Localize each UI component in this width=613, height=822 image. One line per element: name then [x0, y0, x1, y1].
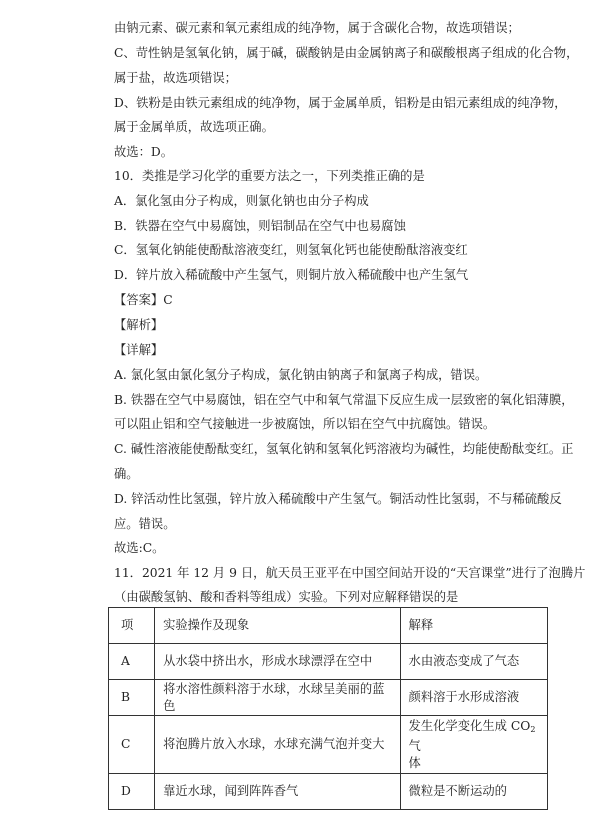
co2-subscript: 2 — [530, 724, 536, 734]
row-d-operation: 靠近水球，闻到阵阵香气 — [155, 774, 400, 810]
q10-explain-d-line1: D. 锌活动性比氢强，锌片放入稀硫酸中产生氢气。铜活动性比氢弱，不与稀硫酸反 — [114, 492, 562, 506]
q11-stem-line1: 11．2021 年 12 月 9 日，航天员王亚平在中国空间站开设的“天宫课堂”进行了泡腾片 — [114, 566, 586, 580]
q10-explain-c-line2: 确。 — [114, 467, 139, 481]
q10-conclusion: 故选:C。 — [114, 541, 165, 555]
row-c-operation: 将泡腾片放入水球，水球充满气泡并变大 — [155, 716, 400, 774]
table-header-row — [109, 608, 548, 644]
q10-option-a: A．氯化氢由分子构成，则氯化钠也由分子构成 — [114, 194, 369, 208]
prev-answer: 故选：D。 — [114, 145, 174, 159]
row-a-explanation: 水由液态变成了气态 — [400, 644, 547, 680]
header-explanation: 解释 — [400, 608, 547, 644]
q10-explain-b-line1: B. 铁器在空气中易腐蚀，铝在空气中和氧气常温下反应生成一层致密的氧化铝薄膜， — [114, 393, 574, 407]
prev-option-c-line1: C、苛性钠是氢氧化钠，属于碱，碳酸钠是由金属钠离子和碳酸根离子组成的化合物， — [114, 46, 579, 60]
prev-option-c-line2: 属于盐，故选项错误； — [114, 71, 237, 85]
row-c-exp-tail: 气 — [408, 738, 421, 753]
row-a-item: A — [109, 644, 155, 680]
table-row — [109, 644, 548, 680]
q10-stem: 10．类推是学习化学的重要方法之一，下列类推正确的是 — [114, 169, 425, 183]
q10-answer: 【答案】C — [114, 293, 173, 307]
q10-explain-d-line2: 应。错误。 — [114, 517, 176, 531]
prev-option-d-line1: D、铁粉是由铁元素组成的纯净物，属于金属单质，铝粉是由铝元素组成的纯净物， — [114, 96, 567, 110]
row-d-item: D — [109, 774, 155, 810]
q10-explain-a: A. 氯化氢由氯化氢分子构成，氯化钠由钠离子和氯离子构成，错误。 — [114, 368, 488, 382]
row-c-exp-line2: 体 — [408, 755, 421, 770]
header-item: 项 — [109, 608, 155, 644]
q10-detail-label: 【详解】 — [114, 343, 164, 357]
q10-option-b: B．铁器在空气中易腐蚀，则铝制品在空气中也易腐蚀 — [114, 219, 406, 233]
row-a-operation: 从水袋中挤出水，形成水球漂浮在空中 — [155, 644, 400, 680]
prev-option-d-line2: 属于金属单质，故选项正确。 — [114, 120, 274, 134]
q11-table — [108, 607, 548, 810]
header-operation: 实验操作及现象 — [155, 608, 400, 644]
row-b-item: B — [109, 680, 155, 716]
table-row — [109, 680, 548, 716]
q10-option-c: C．氢氧化钠能使酚酞溶液变红，则氢氧化钙也能使酚酞溶液变红 — [114, 243, 468, 257]
q10-analysis-label: 【解析】 — [114, 318, 164, 332]
row-d-explanation: 微粒是不断运动的 — [400, 774, 547, 810]
row-c-explanation — [400, 716, 547, 774]
q11-stem-line2: （由碳酸氢钠、酸和香料等组成）实验。下列对应解释错误的是 — [114, 590, 459, 604]
row-b-operation: 将水溶性颜料溶于水球，水球呈美丽的蓝色 — [155, 680, 400, 716]
prev-b-tail: 由钠元素、碳元素和氧元素组成的纯净物，属于含碳化合物，故选项错误； — [114, 21, 520, 35]
q10-explain-b-line2: 可以阻止铝和空气接触进一步被腐蚀，所以铝在空气中抗腐蚀。错误。 — [114, 417, 496, 431]
q10-option-d: D．锌片放入稀硫酸中产生氢气，则铜片放入稀硫酸中也产生氢气 — [114, 268, 469, 282]
row-b-explanation: 颜料溶于水形成溶液 — [400, 680, 547, 716]
q10-explain-c-line1: C. 碱性溶液能使酚酞变红，氢氧化钠和氢氧化钙溶液均为碱性，均能使酚酞变红。正 — [114, 442, 574, 456]
table-row — [109, 716, 548, 774]
row-c-exp-text: 发生化学变化生成 CO — [408, 718, 531, 733]
table-row — [109, 774, 548, 810]
row-c-item: C — [109, 716, 155, 774]
